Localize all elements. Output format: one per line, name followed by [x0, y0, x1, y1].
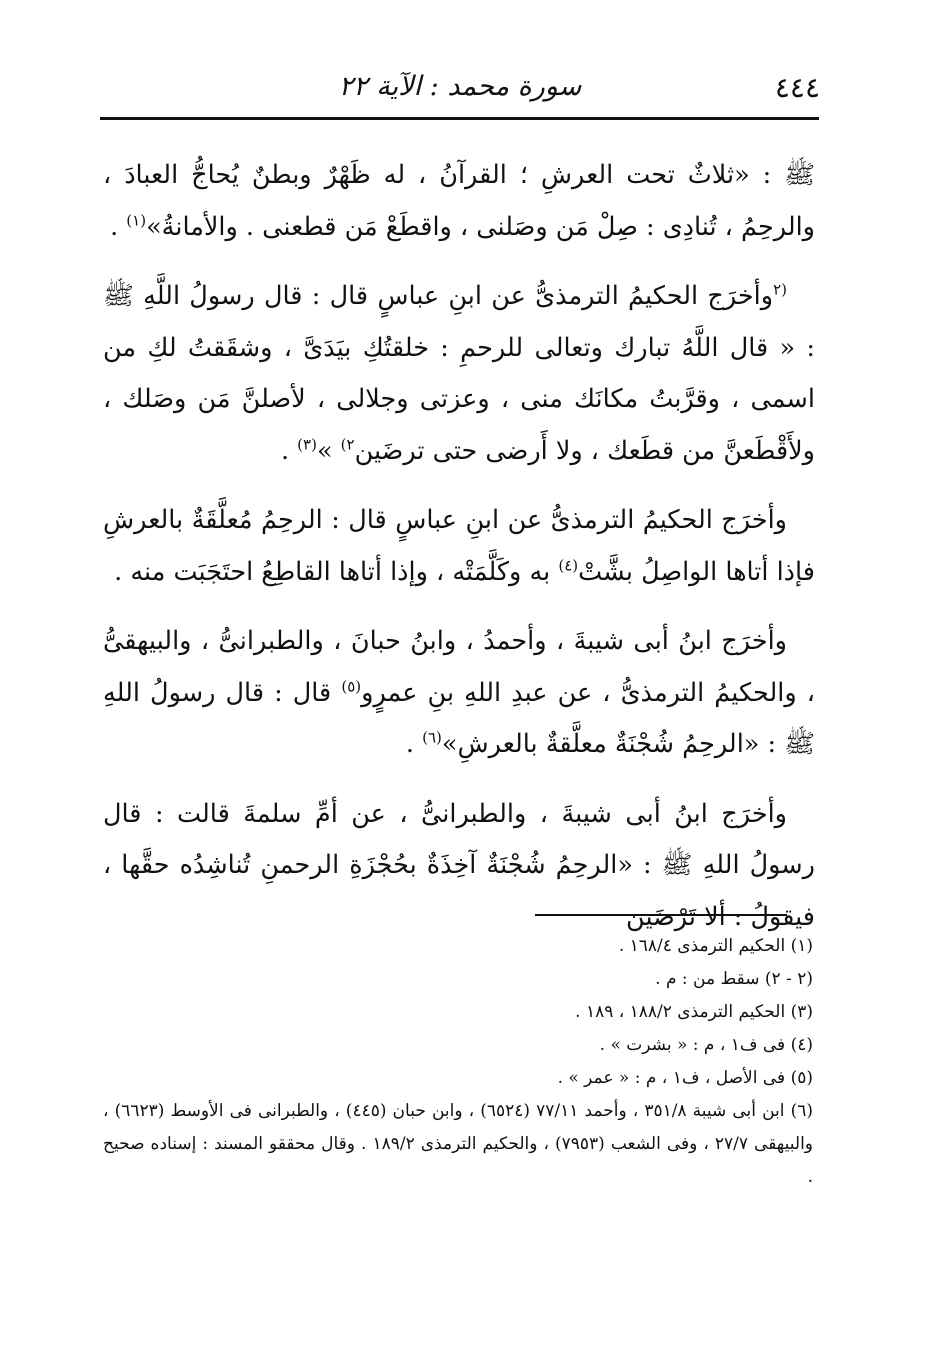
paragraph-2-quote-close: »	[316, 435, 341, 466]
footnote-4: (٤) فى ف١ ، م : « بشرت » .	[599, 1035, 813, 1055]
paragraph-3-text-continued: به وكَلَّمَتْه ، وإذا أتاها القاطِعُ احتَجَبَت منه .	[114, 556, 559, 587]
paragraph-4	[103, 616, 815, 771]
paragraph-3-text: وأخرَج الحكيمُ الترمذىُّ عن ابنِ عباسٍ قال : الرحِمُ مُعلَّقَةٌ بالعرشِ فإذا أتاها الواصِلُ بشَّتْ	[103, 505, 815, 587]
paragraph-2-end: .	[280, 435, 298, 466]
footnotes	[103, 930, 813, 1194]
footnote-rule	[535, 914, 787, 916]
page-header	[100, 62, 820, 112]
footnote-1: (١) الحكيم الترمذى ١٦٨/٤ .	[618, 936, 813, 956]
paragraph-1	[103, 150, 815, 253]
paragraph-2-text: وأخرَج الحكيمُ الترمذىُّ عن ابنِ عباسٍ قال : قال رسولُ اللَّهِ ﷺ : « قال اللَّهُ تبارك وتعالى للرحمِ : خلقتُكِ بيَدَىَّ ، وشقَقتُ لكِ من اسمى ، وقرَّبتُ مكانَك منى ، وعزتى وجلالى ، لأصلنَّ مَن وصَلك ، ولأَقْطَعنَّ من قطَعك ، ولا أَرضى حتى ترضَين	[103, 281, 815, 466]
footnote-3: (٣) الحكيم الترمذى ١٨٨/٢ ، ١٨٩ .	[575, 1002, 813, 1022]
footnote-marker-3: (٣)	[297, 435, 317, 453]
footnote-marker-2-open: (٢	[773, 280, 787, 299]
footnote-marker-5: (٥)	[341, 677, 362, 695]
page-number: ٤٤٤	[774, 71, 820, 104]
paragraph-5-text: وأخرَج ابنُ أبى شيبةَ ، والطبرانىُّ ، عن أمِّ سلمةَ قالت : قال رسولُ اللهِ ﷺ : «الرحِمُ شُجْنَةٌ آخِذَةٌ بحُجْزَةِ الرحمنِ تُناشِدُه حقَّها ، فيقولُ : ألا تَرْضَين	[103, 798, 815, 932]
main-text	[103, 150, 815, 961]
paragraph-4-end: .	[405, 729, 423, 759]
header-rule	[100, 117, 819, 120]
footnote-marker-1: (١)	[126, 211, 147, 229]
paragraph-3	[103, 495, 815, 598]
footnote-6: (٦) ابن أبى شيبة ٣٥١/٨ ، وأحمد ٧٧/١١ (٦٥٢٤) ، وابن حبان (٤٤٥) ، والطبرانى فى الأوسط (٦٦٢٣) ، والبيهقى ٢٧/٧ ، وفى الشعب (٧٩٥٣) ، والحكيم الترمذى ١٨٩/٢ . وقال محققو المسند : إسناده صحيح .	[103, 1101, 814, 1187]
paragraph-1-text: ﷺ : «ثلاثٌ تحت العرشِ ؛ القرآنُ ، له ظَهْرٌ وبطنٌ يُحاجُّ العبادَ ، والرحِمُ ، تُنادِى : صِلْ مَن وصَلنى ، واقطَعْ مَن قطعنى . والأمانةُ»	[103, 160, 815, 242]
running-title: سورة محمد : الآية ٢٢	[338, 71, 582, 102]
footnote-2: (٢ - ٢) سقط من : م .	[655, 969, 813, 989]
paragraph-4-text: وأخرَج ابنُ أبى شيبةَ ، وأحمدُ ، وابنُ حبانَ ، والطبرانىُّ ، والبيهقىُّ ، والحكيمُ الترمذىُّ ، عن عبدِ اللهِ بنِ عمرٍو	[103, 626, 815, 708]
paragraph-2	[103, 271, 815, 477]
footnote-5: (٥) فى الأصل ، ف١ ، م : « عمر » .	[557, 1068, 813, 1088]
paragraph-5	[103, 789, 815, 944]
footnote-marker-4: (٤)	[558, 556, 579, 574]
footnote-marker-2-close: ٢)	[340, 435, 355, 453]
footnote-marker-6: (٦)	[422, 728, 442, 747]
paragraph-1-end: .	[110, 211, 127, 242]
paragraph-4-text-continued: قال : قال رسولُ اللهِ ﷺ : «الرحِمُ شُجْنَةٌ معلَّقةٌ بالعرشِ»	[103, 677, 815, 759]
